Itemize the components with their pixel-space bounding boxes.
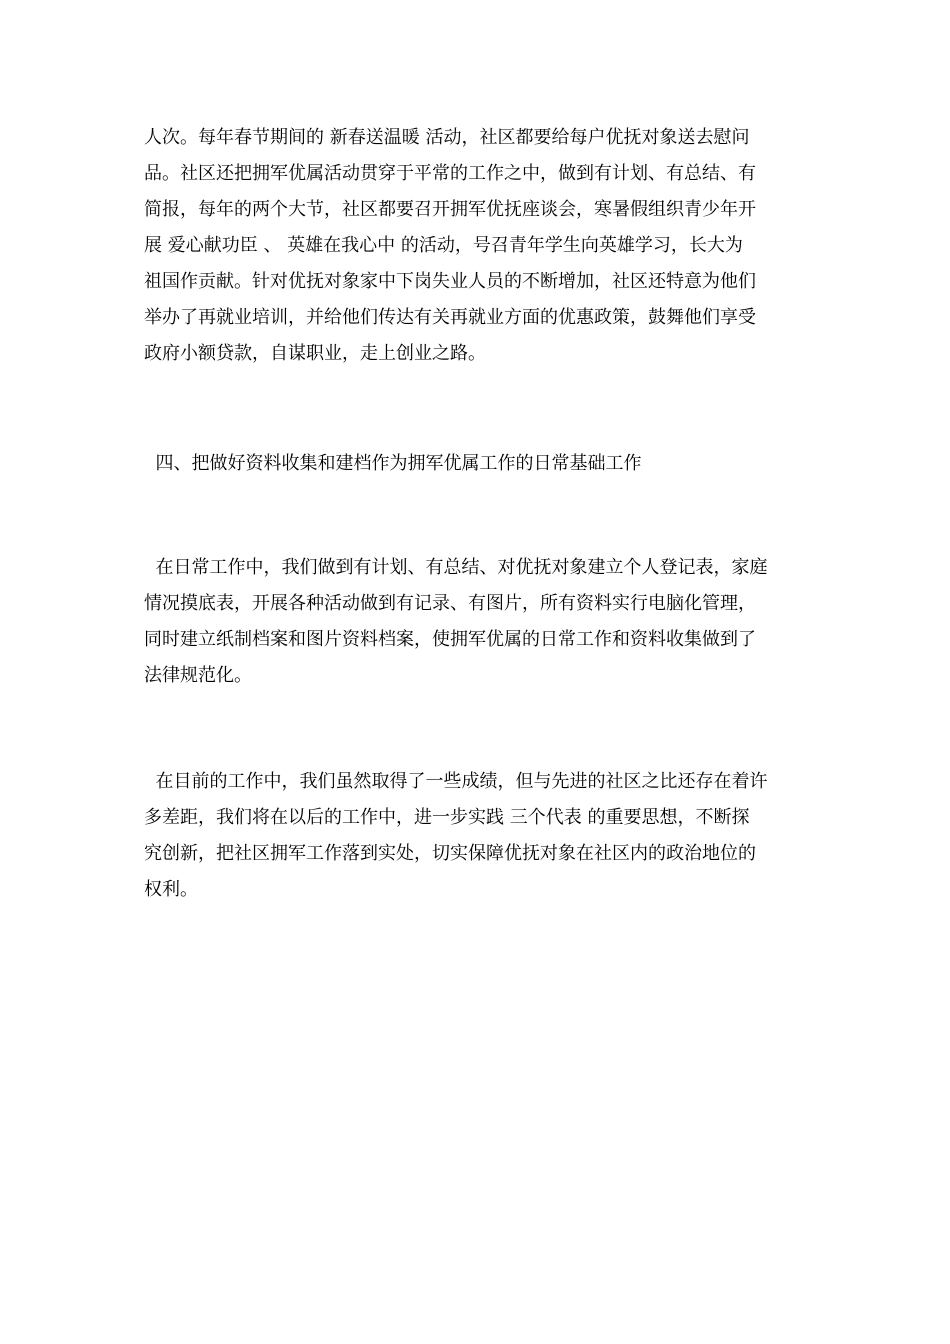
paragraph-2-line-4: 法律规范化。 <box>144 665 252 686</box>
paragraph-3-line-4: 权利。 <box>144 879 198 900</box>
paragraph-2-line-1: 在日常工作中，我们做到有计划、有总结、对优抚对象建立个人登记表，家庭 <box>144 557 768 578</box>
paragraph-2-line-2: 情况摸底表，开展各种活动做到有记录、有图片，所有资料实行电脑化管理， <box>144 593 756 614</box>
paragraph-2-line-3: 同时建立纸制档案和图片资料档案，使拥军优属的日常工作和资料收集做到了 <box>144 629 756 650</box>
paragraph-3-line-1: 在目前的工作中，我们虽然取得了一些成绩，但与先进的社区之比还存在着许 <box>144 771 768 792</box>
paragraph-1-line-7: 政府小额贷款，自谋职业，走上创业之路。 <box>144 343 486 364</box>
paragraph-1-line-4: 展 爱心献功臣 、 英雄在我心中 的活动，号召青年学生向英雄学习，长大为 <box>144 235 743 256</box>
paragraph-3-line-2: 多差距，我们将在以后的工作中，进一步实践 三个代表 的重要思想，不断探 <box>144 807 750 828</box>
paragraph-1-line-6: 举办了再就业培训，并给他们传达有关再就业方面的优惠政策，鼓舞他们享受 <box>144 307 756 328</box>
paragraph-1-line-3: 简报，每年的两个大节，社区都要召开拥军优抚座谈会，寒暑假组织青少年开 <box>144 199 756 220</box>
section-heading-4: 四、把做好资料收集和建档作为拥军优属工作的日常基础工作 <box>144 453 642 474</box>
paragraph-1-line-5: 祖国作贡献。针对优抚对象家中下岗失业人员的不断增加，社区还特意为他们 <box>144 271 756 292</box>
paragraph-1-line-2: 品。社区还把拥军优属活动贯穿于平常的工作之中，做到有计划、有总结、有 <box>144 163 756 184</box>
paragraph-1-line-1: 人次。每年春节期间的 新春送温暖 活动，社区都要给每户优抚对象送去慰问 <box>144 127 750 148</box>
paragraph-3-line-3: 究创新，把社区拥军工作落到实处，切实保障优抚对象在社区内的政治地位的 <box>144 843 756 864</box>
